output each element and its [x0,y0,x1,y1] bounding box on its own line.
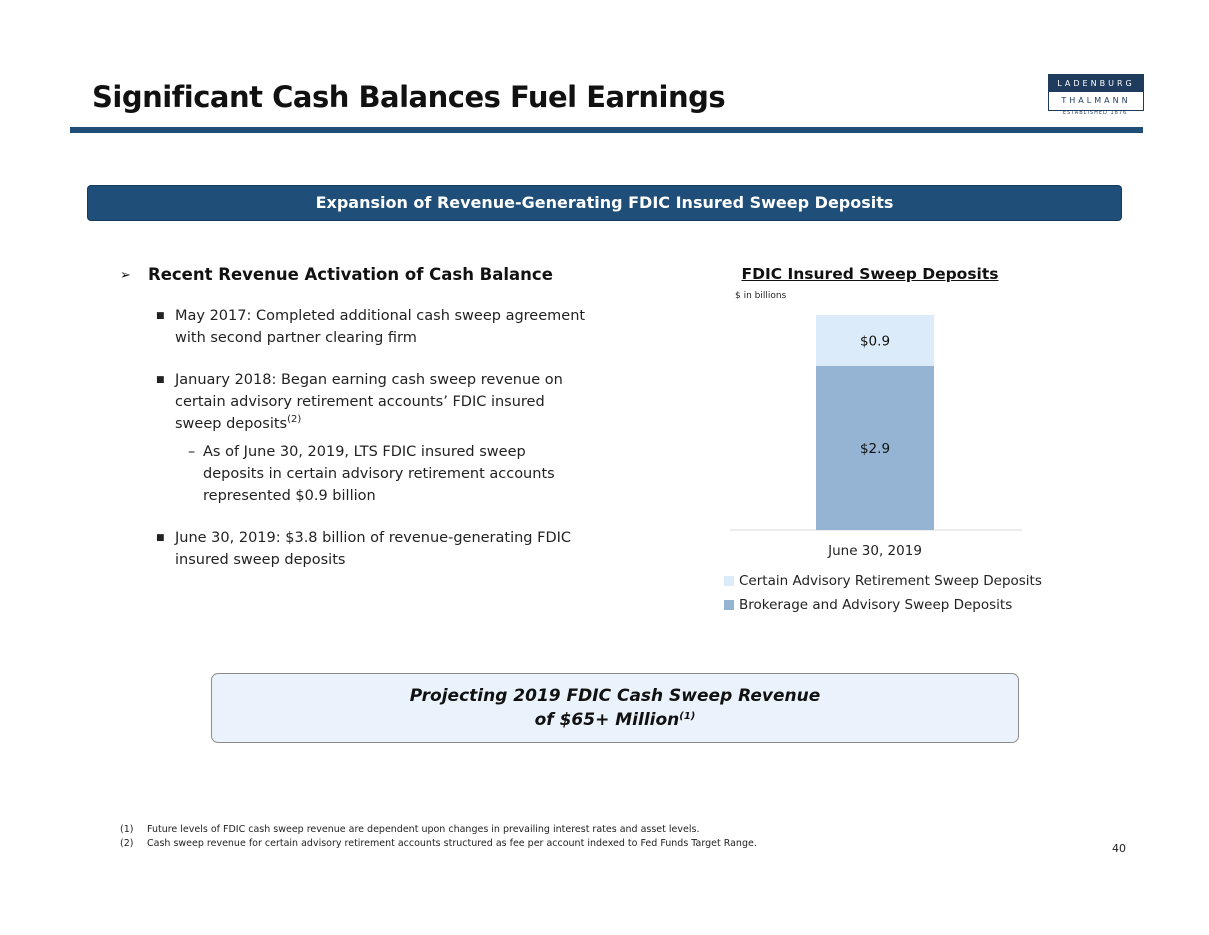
legend-swatch [724,600,734,610]
callout-line-2: of $65+ Million [534,710,680,730]
sub-bullet-text: As of June 30, 2019, LTS FDIC insured sweep deposits in certain advisory retirement accounts represented $0.9 billion [203,444,555,504]
section-banner: Expansion of Revenue-Generating FDIC Insured Sweep Deposits [87,185,1122,221]
arrow-bullet-icon: ➢ [120,268,131,283]
footnote-text: Future levels of FDIC cash sweep revenue are dependent upon changes in prevailing interest rates and asset levels. [147,824,700,835]
bullet-item-text: June 30, 2019: $3.8 billion of revenue-generating FDIC insured sweep deposits [175,530,572,568]
bullet-item [156,527,590,571]
footnote-text: Cash sweep revenue for certain advisory retirement accounts structured as fee per account indexed to Fed Funds Target Range. [147,838,757,849]
bullet-heading [120,265,590,287]
legend-item-retirement [724,569,1042,593]
category-label: June 30, 2019 [828,543,922,559]
square-bullet-icon: ■ [156,311,165,321]
callout-line-2-wrap [212,708,1018,732]
footnote-ref: (2) [287,414,302,425]
logo-line-1: LADENBURG [1049,75,1143,92]
legend-item-brokerage [724,593,1042,617]
footnotes [120,823,757,851]
bullet-item [156,305,590,349]
bullet-list [120,265,590,591]
bullet-heading-text: Recent Revenue Activation of Cash Balance [148,265,553,284]
footnote-ref: (1) [679,711,696,722]
logo-line-2: THALMANN [1061,96,1131,105]
footnote-number: (1) [120,824,134,835]
legend-label: Brokerage and Advisory Sweep Deposits [739,597,1013,613]
chart-legend [724,569,1042,617]
footnote-number: (2) [120,838,134,849]
data-label: $2.9 [859,440,891,457]
callout-line-1: Projecting 2019 FDIC Cash Sweep Revenue [409,686,821,706]
page-title: Significant Cash Balances Fuel Earnings [92,80,726,114]
bar-group [816,315,934,530]
dash-bullet-icon: – [188,444,196,460]
chart-title: FDIC Insured Sweep Deposits [741,265,999,283]
sub-bullet-item [188,441,590,507]
chart-unit-label: $ in billions [735,291,787,301]
square-bullet-icon: ■ [156,533,165,543]
page-number: 40 [1112,842,1126,855]
legend-label: Certain Advisory Retirement Sweep Deposits [739,573,1042,589]
bullet-item-text: January 2018: Began earning cash sweep revenue on certain advisory retirement accounts’ FDIC insured sweep deposits [175,372,563,432]
stacked-bar-chart [720,300,1030,540]
bullet-item [156,369,590,435]
logo-established: ESTABLISHED 1876 [1062,110,1128,116]
square-bullet-icon: ■ [156,375,165,385]
revenue-callout [211,673,1019,743]
title-rule [70,127,1143,133]
bullet-item-text: May 2017: Completed additional cash sweep agreement with second partner clearing firm [175,308,586,346]
company-logo [1048,74,1144,111]
legend-swatch [724,576,734,586]
data-label: $0.9 [859,333,891,350]
footnote [120,837,757,851]
footnote [120,823,757,837]
bullet-item-text-wrap [175,369,590,435]
